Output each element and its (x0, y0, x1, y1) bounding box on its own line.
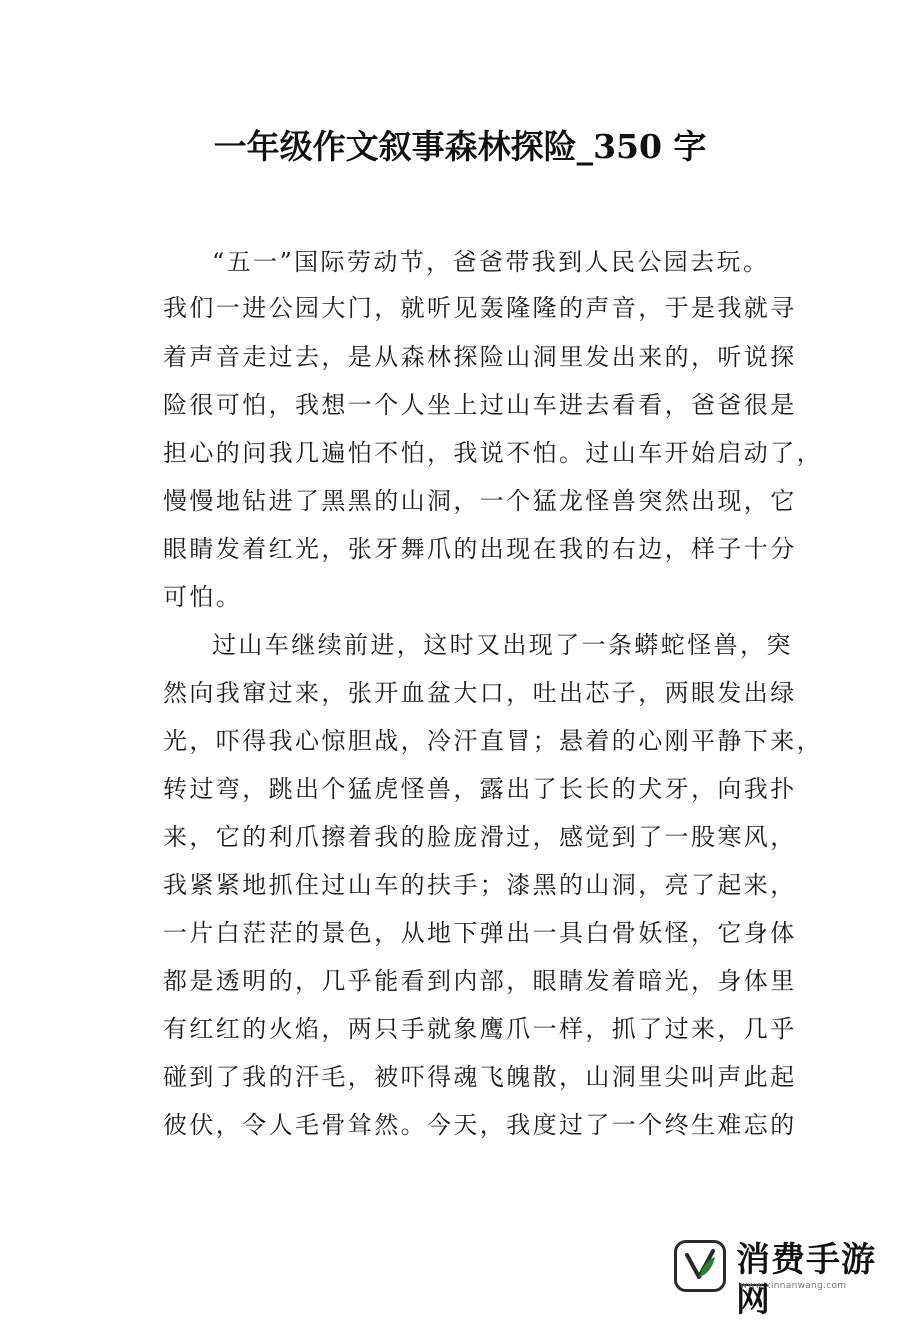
body-line: 光，吓得我心惊胆战，冷汗直冒；悬着的心刚平静下来， (163, 727, 823, 755)
body-line: 有红红的火焰，两只手就象鹰爪一样，抓了过来，几乎 (163, 1015, 797, 1043)
body-line: “五一”国际劳动节，爸爸带我到人民公园去玩。 (212, 248, 770, 276)
body-line: 我们一进公园大门，就听见轰隆隆的声音，于是我就寻 (163, 294, 797, 322)
body-line: 然向我窜过来，张开血盆大口，吐出芯子，两眼发出绿 (163, 679, 797, 707)
watermark-brand: 消费手游网 (736, 1240, 876, 1320)
body-line: 一片白茫茫的景色，从地下弹出一具白骨妖怪，它身体 (163, 919, 797, 947)
document-title: 一年级作文叙事森林探险_350 字 (213, 127, 707, 166)
body-line: 眼睛发着红光，张牙舞爪的出现在我的右边，样子十分 (163, 535, 797, 563)
body-line: 过山车继续前进，这时又出现了一条蟒蛇怪兽，突 (212, 631, 793, 659)
body-line: 我紧紧地抓住过山车的扶手；漆黑的山洞，亮了起来， (163, 871, 797, 899)
body-line: 担心的问我几遍怕不怕，我说不怕。过山车开始启动了， (163, 439, 823, 467)
watermark-url: www.xinnanwang.com (740, 1281, 847, 1291)
body-line: 慢慢地钻进了黑黑的山洞，一个猛龙怪兽突然出现，它 (163, 487, 797, 515)
body-line: 来，它的利爪擦着我的脸庞滑过，感觉到了一股寒风， (163, 823, 797, 851)
body-line: 碰到了我的汗毛，被吓得魂飞魄散，山洞里尖叫声此起 (163, 1063, 797, 1091)
leaf-check-icon (674, 1240, 726, 1292)
body-line: 可怕。 (163, 583, 243, 611)
body-line: 着声音走过去，是从森林探险山洞里发出来的，听说探 (163, 343, 797, 371)
site-watermark (670, 1238, 910, 1320)
body-line: 彼伏，令人毛骨耸然。今天，我度过了一个终生难忘的 (163, 1111, 797, 1139)
body-line: 转过弯，跳出个猛虎怪兽，露出了长长的犬牙，向我扑 (163, 775, 797, 803)
body-line: 险很可怕，我想一个人坐上过山车进去看看，爸爸很是 (163, 391, 797, 419)
body-line: 都是透明的，几乎能看到内部，眼睛发着暗光，身体里 (163, 967, 797, 995)
